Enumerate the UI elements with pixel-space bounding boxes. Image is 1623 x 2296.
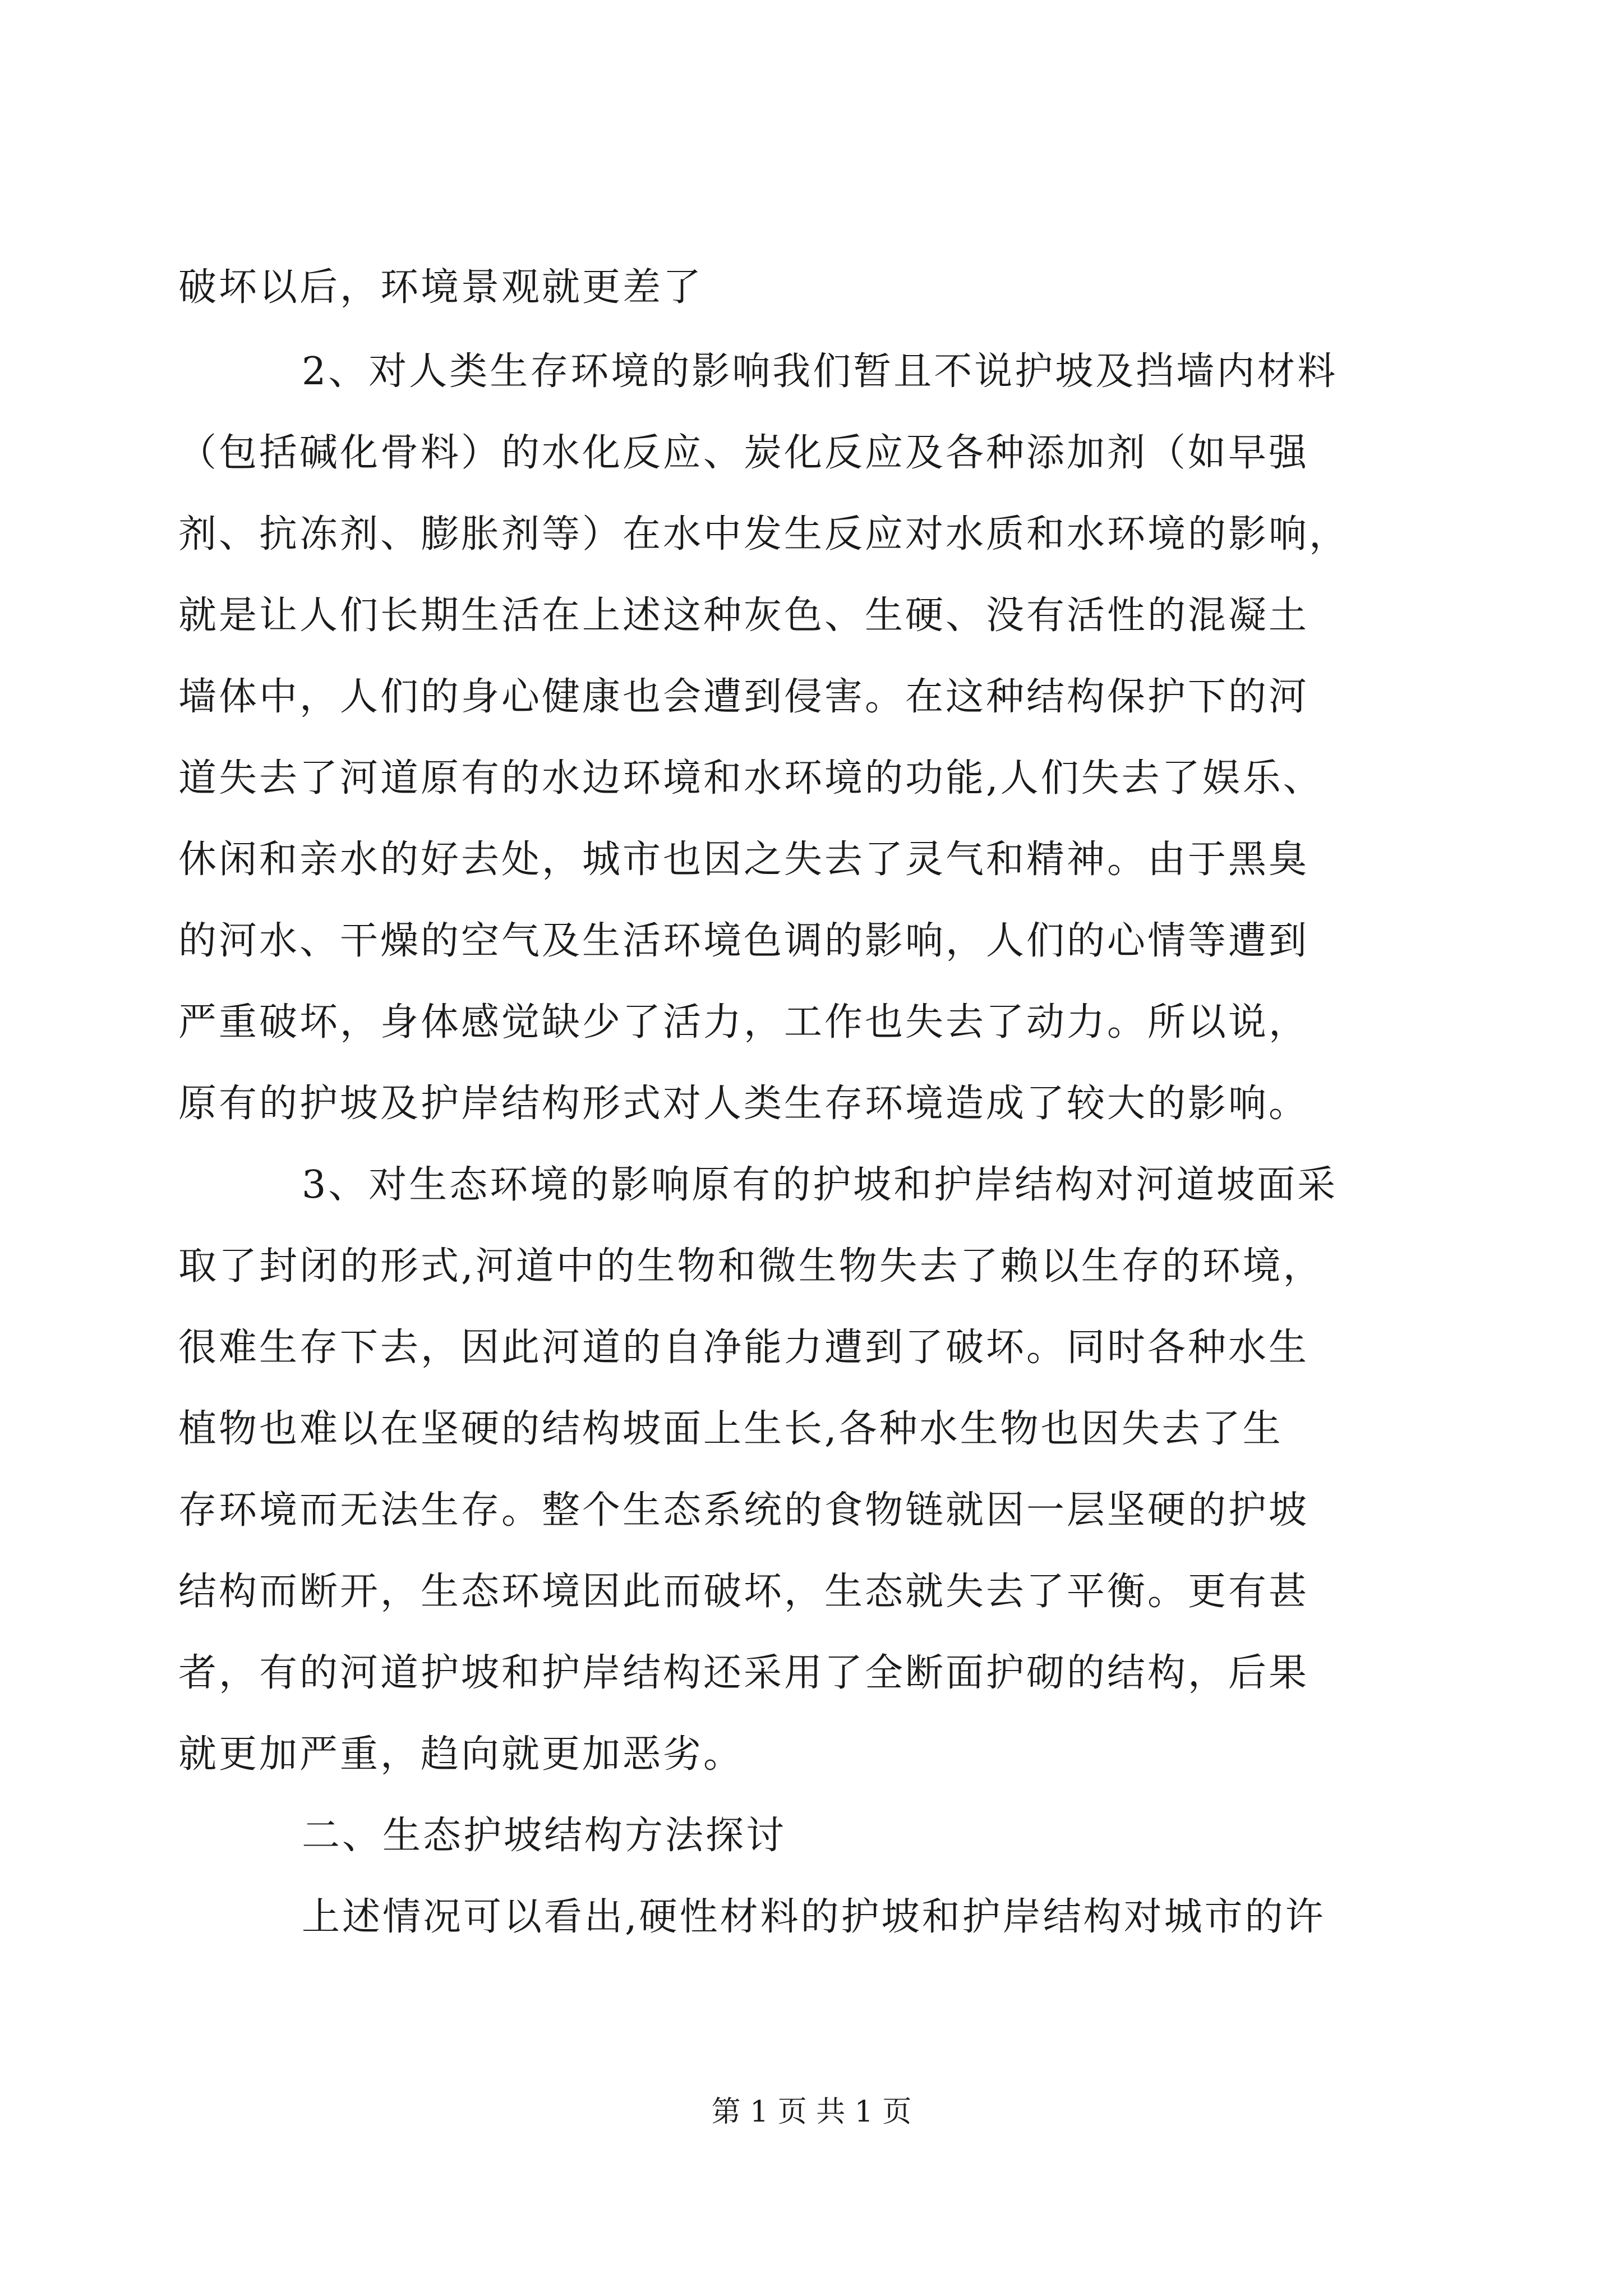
text-line: 就更加严重，趋向就更加恶劣。 [178, 1732, 744, 1777]
text-line: 取了封闭的形式,河道中的生物和微生物失去了赖以生存的环境， [178, 1244, 1324, 1289]
text-line: 结构而断开，生态环境因此而破坏，生态就失去了平衡。更有甚 [178, 1570, 1310, 1614]
text-line: 剂、抗冻剂、膨胀剂等）在水中发生反应对水质和水环境的影响， [178, 512, 1350, 556]
text-line: 就是让人们长期生活在上述这种灰色、生硬、没有活性的混凝土 [178, 593, 1310, 638]
paragraph-start-line: 上述情况可以看出,硬性材料的护坡和护岸结构对城市的许 [302, 1895, 1326, 1939]
paragraph-start-line: 2、对人类生存环境的影响我们暂且不说护坡及挡墙内材料 [302, 349, 1338, 394]
paragraph-start-line: 3、对生态环境的影响原有的护坡和护岸结构对河道坡面采 [302, 1163, 1338, 1207]
text-line: 休闲和亲水的好去处，城市也因之失去了灵气和精神。由于黑臭 [178, 838, 1310, 882]
text-line: 者，有的河道护坡和护岸结构还采用了全断面护砌的结构，后果 [178, 1651, 1310, 1695]
text-line: 墙体中，人们的身心健康也会遭到侵害。在这种结构保护下的河 [178, 675, 1310, 719]
text-line: 很难生存下去，因此河道的自净能力遭到了破坏。同时各种水生 [178, 1326, 1310, 1370]
text-line: 存环境而无法生存。整个生态系统的食物链就因一层坚硬的护坡 [178, 1488, 1310, 1533]
text-line: （包括碱化骨料）的水化反应、炭化反应及各种添加剂（如早强 [178, 431, 1310, 475]
page-number-footer: 第 1 页 共 1 页 [711, 2095, 912, 2129]
text-line: 严重破坏，身体感觉缺少了活力，工作也失去了动力。所以说， [178, 1000, 1310, 1045]
text-line: 原有的护坡及护岸结构形式对人类生存环境造成了较大的影响。 [178, 1082, 1310, 1126]
text-line: 道失去了河道原有的水边环境和水环境的功能,人们失去了娱乐、 [178, 756, 1324, 800]
text-line: 破坏以后，环境景观就更差了 [178, 265, 704, 310]
section-heading: 二、生态护坡结构方法探讨 [302, 1814, 787, 1858]
text-line: 植物也难以在坚硬的结构坡面上生长,各种水生物也因失去了生 [178, 1407, 1283, 1451]
text-line: 的河水、干燥的空气及生活环境色调的影响，人们的心情等遭到 [178, 919, 1310, 963]
